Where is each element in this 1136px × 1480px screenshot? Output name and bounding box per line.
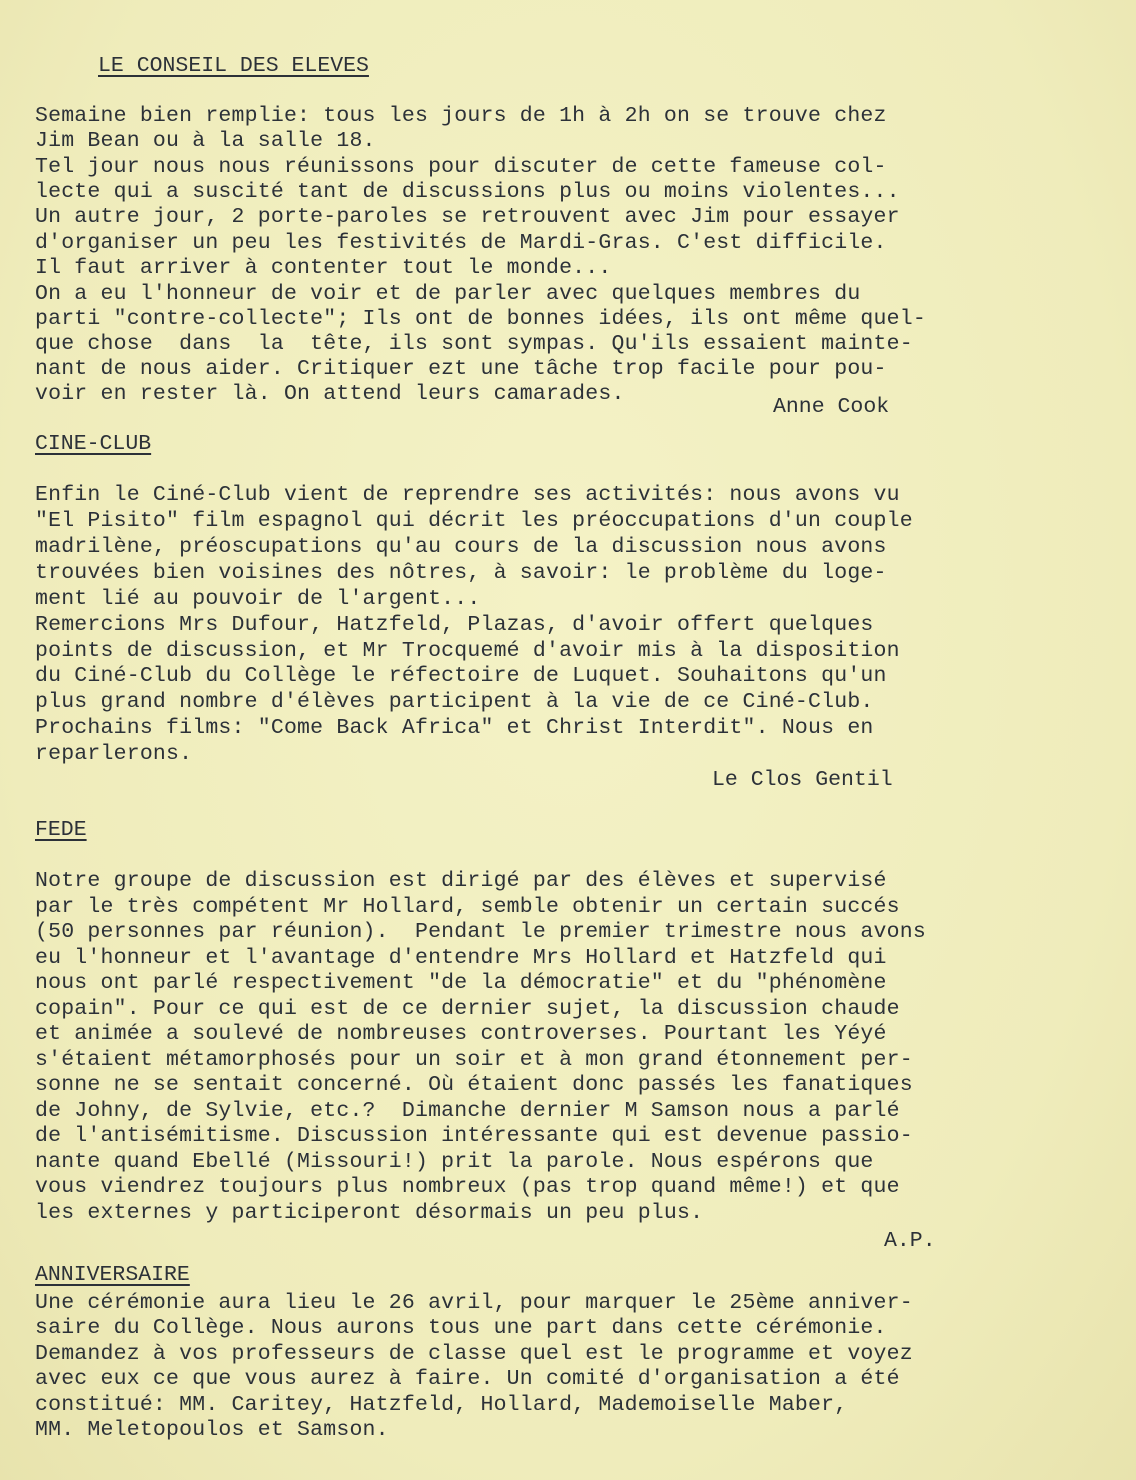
text-line: On a eu l'honneur de voir et de parler avec quelques membres du [35, 282, 861, 306]
text-line: les externes y participeront désormais un peu plus. [35, 1201, 704, 1225]
text-line: Semaine bien remplie: tous les jours de 1h à 2h on se trouve chez [35, 104, 887, 128]
text-line: et animée a soulevé de nombreuses controverses. Pourtant les Yéyé [35, 1022, 887, 1046]
text-line: Il faut arriver à contenter tout le monde... [35, 256, 612, 280]
text-line: Tel jour nous nous réunissons pour discuter de cette fameuse col- [35, 155, 887, 179]
text-line: d'organiser un peu les festivités de Mardi-Gras. C'est difficile. [35, 231, 887, 255]
text-line: constitué: MM. Caritey, Hatzfeld, Hollard, Mademoiselle Maber, [35, 1393, 848, 1417]
text-line: Remercions Mrs Dufour, Hatzfeld, Plazas, d'avoir offert quelques [35, 613, 874, 637]
text-line: points de discussion, et Mr Trocquemé d'avoir mis à la disposition [35, 639, 900, 663]
text-line: (50 personnes par réunion). Pendant le premier trimestre nous avons [35, 920, 926, 944]
text-line: copain". Pour ce qui est de ce dernier sujet, la discussion chaude [35, 997, 900, 1021]
text-line: Enfin le Ciné-Club vient de reprendre ses activités: nous avons vu [35, 483, 900, 507]
text-line: voir en rester là. On attend leurs camarades. [35, 382, 625, 406]
text-line: que chose dans la tête, ils sont sympas. Qu'ils essaient mainte- [35, 332, 913, 356]
text-line: nante quand Ebellé (Missouri!) prit la parole. Nous espérons que [35, 1150, 874, 1174]
text-line: Demandez à vos professeurs de classe quel est le programme et voyez [35, 1342, 913, 1366]
text-line: parti "contre-collecte"; Ils ont de bonnes idées, ils ont même quel- [35, 307, 926, 331]
text-line: MM. Meletopoulos et Samson. [35, 1418, 389, 1442]
text-line: lecte qui a suscité tant de discussions plus ou moins violentes... [35, 180, 900, 204]
text-line: Une cérémonie aura lieu le 26 avril, pour marquer le 25ème anniver- [35, 1291, 913, 1315]
text-line: Un autre jour, 2 porte-paroles se retrouvent avec Jim pour essayer [35, 205, 900, 229]
text-line: eu l'honneur et l'avantage d'entendre Mrs Hollard et Hatzfeld qui [35, 946, 887, 970]
text-line: "El Pisito" film espagnol qui décrit les préoccupations d'un couple [35, 509, 913, 533]
text-line: madrilène, préoscupations qu'au cours de la discussion nous avons [35, 535, 887, 559]
text-line: du Ciné-Club du Collège le réfectoire de Luquet. Souhaitons qu'un [35, 664, 887, 688]
text-line: plus grand nombre d'élèves participent à la vie de ce Ciné-Club. [35, 690, 874, 714]
signature-anne-cook: Anne Cook [773, 395, 890, 419]
text-line: saire du Collège. Nous aurons tous une part dans cette cérémonie. [35, 1316, 887, 1340]
text-line: par le très compétent Mr Hollard, semble obtenir un certain succés [35, 895, 900, 919]
heading-anniversaire: ANNIVERSAIRE [35, 1263, 190, 1287]
text-line: s'étaient métamorphosés pour un soir et à mon grand étonnement per- [35, 1048, 913, 1072]
heading-fede: FEDE [35, 818, 87, 842]
text-line: ment lié au pouvoir de l'argent... [35, 587, 481, 611]
text-line: Jim Bean ou à la salle 18. [35, 129, 376, 153]
text-line: vous viendrez toujours plus nombreux (pas trop quand même!) et que [35, 1175, 900, 1199]
heading-conseil-des-eleves: LE CONSEIL DES ELEVES [98, 54, 369, 78]
signature-le-clos-gentil: Le Clos Gentil [712, 768, 893, 792]
signature-ap: A.P. [884, 1229, 936, 1253]
heading-cine-club: CINE-CLUB [35, 432, 152, 456]
text-line: Notre groupe de discussion est dirigé par des élèves et supervisé [35, 869, 887, 893]
text-line: de Johny, de Sylvie, etc.? Dimanche dernier M Samson nous a parlé [35, 1099, 900, 1123]
text-line: avec eux ce que vous aurez à faire. Un comité d'organisation a été [35, 1367, 900, 1391]
text-line: Prochains films: "Come Back Africa" et Christ Interdit". Nous en [35, 716, 874, 740]
text-line: trouvées bien voisines des nôtres, à savoir: le problème du loge- [35, 561, 887, 585]
text-line: de l'antisémitisme. Discussion intéressante qui est devenue passio- [35, 1124, 913, 1148]
text-line: nous ont parlé respectivement "de la démocratie" et du "phénomène [35, 971, 887, 995]
text-line: nant de nous aider. Critiquer ezt une tâche trop facile pour pou- [35, 357, 887, 381]
text-line: reparlerons. [35, 742, 193, 766]
text-line: sonne ne se sentait concerné. Où étaient donc passés les fanatiques [35, 1073, 913, 1097]
